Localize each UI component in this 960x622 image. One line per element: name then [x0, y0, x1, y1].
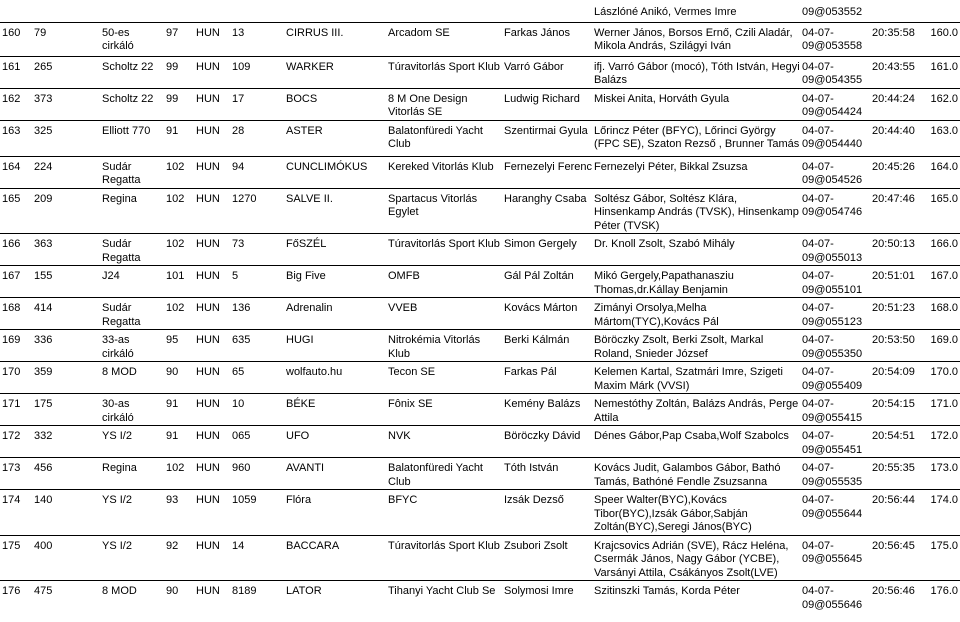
sail-number-cell: 10	[230, 394, 284, 426]
place-cell: 172	[0, 426, 32, 458]
crew-cell: ifj. Varró Gábor (mocó), Tóth István, Hegyi Balázs	[592, 56, 800, 88]
points-cell: 167.0	[928, 266, 960, 298]
table-row	[0, 362, 960, 394]
registration-id: 09@054355	[802, 74, 863, 86]
finish-time-cell: 20:43:55	[870, 56, 928, 88]
table-row	[0, 56, 960, 88]
crew-cell: Böröczky Zsolt, Berki Zsolt, Markal Roland, Snieder József	[592, 330, 800, 362]
crew-cell: Werner János, Borsos Ernő, Czili Aladár, Mikola András, Szilágyi Iván	[592, 22, 800, 56]
finish-time-cell: 20:54:15	[870, 394, 928, 426]
points-cell: 171.0	[928, 394, 960, 426]
table-row	[0, 458, 960, 490]
place-cell: 163	[0, 120, 32, 156]
boat-name-cell: Adrenalin	[284, 298, 386, 330]
skipper-cell: Kemény Balázs	[502, 394, 592, 426]
skipper-cell: Farkas Pál	[502, 362, 592, 394]
finish-time-cell: 20:50:13	[870, 234, 928, 266]
points-cell: 174.0	[928, 490, 960, 536]
entry-number-cell: 363	[32, 234, 100, 266]
registration-id: 09@054526	[802, 174, 863, 186]
crew-cell: Krajcsovics Adrián (SVE), Rácz Heléna, Csermák János, Nagy Gábor (YCBE), Varsányi Attila, Csákányos Zsolt(LVE)	[592, 535, 800, 581]
yardstick-cell: 101	[164, 266, 194, 298]
boat-name-cell: BACCARA	[284, 535, 386, 581]
yardstick-cell: 91	[164, 120, 194, 156]
registration-cell	[800, 266, 870, 298]
finish-time-cell: 20:44:24	[870, 88, 928, 120]
club-cell: OMFB	[386, 266, 502, 298]
yardstick-cell: 97	[164, 22, 194, 56]
crew-cell: Kovács Judit, Galambos Gábor, Bathó Tamás, Bathóné Fendle Zsuzsanna	[592, 458, 800, 490]
registration-date: 04-07-	[802, 238, 834, 250]
class-cell: Sudár Regatta	[100, 298, 164, 330]
crew-cell: Dr. Knoll Zsolt, Szabó Mihály	[592, 234, 800, 266]
entry-number-cell: 325	[32, 120, 100, 156]
table-row	[0, 22, 960, 56]
table-row	[0, 581, 960, 621]
registration-id: 09@055415	[802, 411, 863, 424]
registration-date: 04-07-	[802, 366, 834, 378]
boat-name-cell: FőSZÉL	[284, 234, 386, 266]
nation-cell: HUN	[194, 458, 230, 490]
boat-name-cell: LATOR	[284, 581, 386, 621]
boat-name-cell: AVANTI	[284, 458, 386, 490]
registration-cell	[800, 458, 870, 490]
yardstick-cell: 102	[164, 234, 194, 266]
skipper-cell: Varró Gábor	[502, 56, 592, 88]
registration-cell	[800, 394, 870, 426]
entry-number-cell: 359	[32, 362, 100, 394]
sail-number-cell: 5	[230, 266, 284, 298]
sail-number-cell: 94	[230, 156, 284, 188]
yardstick-cell: 102	[164, 188, 194, 234]
registration-cell	[800, 88, 870, 120]
yardstick-cell: 102	[164, 156, 194, 188]
registration-date: 04-07-	[802, 462, 834, 474]
nation-cell: HUN	[194, 426, 230, 458]
club-cell: Spartacus Vitorlás Egylet	[386, 188, 502, 234]
registration-id: 09@054440	[802, 138, 863, 150]
registration-cell	[800, 490, 870, 536]
entry-number-cell: 140	[32, 490, 100, 536]
points-cell: 168.0	[928, 298, 960, 330]
class-cell: 50-es cirkáló	[100, 22, 164, 56]
crew-cell: Soltész Gábor, Soltész Klára, Hinsenkamp András (TVSK), Hinsenkamp Péter (TVSK)	[592, 188, 800, 234]
points-cell: 172.0	[928, 426, 960, 458]
points-cell: 160.0	[928, 22, 960, 56]
points-cell: 173.0	[928, 458, 960, 490]
class-cell: J24	[100, 266, 164, 298]
entry-number-cell: 265	[32, 56, 100, 88]
boat-name-cell: CUNCLIMÓKUS	[284, 156, 386, 188]
skipper-cell: Berki Kálmán	[502, 330, 592, 362]
entry-number-cell: 456	[32, 458, 100, 490]
boat-name-cell: WARKER	[284, 56, 386, 88]
boat-name-cell: wolfauto.hu	[284, 362, 386, 394]
skipper-cell: Ludwig Richard	[502, 88, 592, 120]
table-row	[0, 156, 960, 188]
skipper-cell: Gál Pál Zoltán	[502, 266, 592, 298]
class-cell: Sudár Regatta	[100, 156, 164, 188]
registration-cell	[800, 298, 870, 330]
entry-number-cell: 414	[32, 298, 100, 330]
place-cell: 176	[0, 581, 32, 621]
yardstick-cell: 99	[164, 56, 194, 88]
skipper-cell: Simon Gergely	[502, 234, 592, 266]
crew-cell: Szitinszki Tamás, Korda Péter	[592, 581, 800, 621]
boat-name-cell: CIRRUS III.	[284, 22, 386, 56]
finish-time-cell: 20:56:46	[870, 581, 928, 621]
entry-number-cell: 224	[32, 156, 100, 188]
club-cell: Túravitorlás Sport Klub	[386, 234, 502, 266]
nation-cell: HUN	[194, 234, 230, 266]
points-cell: 175.0	[928, 535, 960, 581]
points-cell: 161.0	[928, 56, 960, 88]
registration-date: 04-07-	[802, 192, 834, 205]
nation-cell: HUN	[194, 490, 230, 536]
registration-date: 04-07-	[802, 334, 834, 346]
registration-cell	[800, 56, 870, 88]
place-cell: 166	[0, 234, 32, 266]
registration-id: 09@055451	[802, 443, 863, 456]
table-row	[0, 120, 960, 156]
sail-number-cell: 635	[230, 330, 284, 362]
finish-time-cell: 20:53:50	[870, 330, 928, 362]
sail-number-cell: 1270	[230, 188, 284, 234]
registration-id: 09@055409	[802, 379, 863, 392]
class-cell: YS I/2	[100, 490, 164, 536]
yardstick-cell: 102	[164, 458, 194, 490]
class-cell: Scholtz 22	[100, 88, 164, 120]
sail-number-cell: 065	[230, 426, 284, 458]
registration-date: 04-07-	[802, 26, 834, 39]
registration-cell	[800, 581, 870, 621]
class-cell: YS I/2	[100, 535, 164, 581]
club-cell: Nitrokémia Vitorlás Klub	[386, 330, 502, 362]
finish-time-cell: 20:47:46	[870, 188, 928, 234]
crew-cell: Mikó Gergely,Papathanasziu Thomas,dr.Kállay Benjamin	[592, 266, 800, 298]
nation-cell: HUN	[194, 88, 230, 120]
points-cell: 162.0	[928, 88, 960, 120]
skipper-cell: Fernezelyi Ferenc	[502, 156, 592, 188]
class-cell: Regina	[100, 458, 164, 490]
class-cell: 30-as cirkáló	[100, 394, 164, 426]
registration-id: 09@055350	[802, 347, 863, 360]
boat-name-cell: Big Five	[284, 266, 386, 298]
sail-number-cell: 1059	[230, 490, 284, 536]
skipper-cell: Kovács Márton	[502, 298, 592, 330]
boat-name-cell: UFO	[284, 426, 386, 458]
entry-number-cell: 155	[32, 266, 100, 298]
registration-cell	[800, 234, 870, 266]
registration-date: 04-07-	[802, 494, 834, 506]
nation-cell: HUN	[194, 581, 230, 621]
place-cell: 169	[0, 330, 32, 362]
finish-time-cell: 20:56:45	[870, 535, 928, 581]
place-cell: 160	[0, 22, 32, 56]
place-cell: 174	[0, 490, 32, 536]
sail-number-cell: 13	[230, 22, 284, 56]
entry-number-cell: 336	[32, 330, 100, 362]
entry-number-cell: 79	[32, 22, 100, 56]
sail-number-cell: 65	[230, 362, 284, 394]
points-cell: 165.0	[928, 188, 960, 234]
skipper-cell: Tóth István	[502, 458, 592, 490]
crew-cell: Lőrincz Péter (BFYC), Lőrinci György (FPC SE), Szaton Rezső , Brunner Tamás	[592, 120, 800, 156]
nation-cell: HUN	[194, 298, 230, 330]
crew-cell: Zimányi Orsolya,Melha Mártom(TYC),Kovács Pál	[592, 298, 800, 330]
club-cell: Kereked Vitorlás Klub	[386, 156, 502, 188]
table-row	[0, 234, 960, 266]
crew-cell: Miskei Anita, Horváth Gyula	[592, 88, 800, 120]
table-row	[0, 298, 960, 330]
yardstick-cell: 102	[164, 298, 194, 330]
sail-number-cell: 109	[230, 56, 284, 88]
club-cell: Fônix SE	[386, 394, 502, 426]
points-cell: 169.0	[928, 330, 960, 362]
skipper-cell: Zsubori Zsolt	[502, 535, 592, 581]
skipper-cell: Izsák Dezső	[502, 490, 592, 536]
nation-cell: HUN	[194, 535, 230, 581]
place-cell: 167	[0, 266, 32, 298]
registration-date: 04-07-	[802, 539, 834, 552]
registration-id: 09@055013	[802, 251, 863, 264]
registration-cell: 09@053552	[802, 6, 863, 18]
place-cell: 164	[0, 156, 32, 188]
registration-id: 09@055535	[802, 475, 863, 488]
club-cell: 8 M One Design Vitorlás SE	[386, 88, 502, 120]
crew-cell: Kelemen Kartal, Szatmári Imre, Szigeti Maxim Márk (VVSI)	[592, 362, 800, 394]
finish-time-cell: 20:54:09	[870, 362, 928, 394]
sail-number-cell: 136	[230, 298, 284, 330]
class-cell: 8 MOD	[100, 362, 164, 394]
registration-date: 04-07-	[802, 124, 834, 137]
registration-id: 09@055123	[802, 315, 863, 328]
entry-number-cell: 175	[32, 394, 100, 426]
club-cell: Arcadom SE	[386, 22, 502, 56]
entry-number-cell: 475	[32, 581, 100, 621]
registration-id: 09@055644	[802, 507, 863, 520]
class-cell: YS I/2	[100, 426, 164, 458]
registration-id: 09@055101	[802, 283, 863, 296]
registration-cell	[800, 535, 870, 581]
entry-number-cell: 373	[32, 88, 100, 120]
registration-date: 04-07-	[802, 160, 834, 173]
club-cell: Túravitorlás Sport Klub	[386, 56, 502, 88]
crew-cell: Speer Walter(BYC),Kovács Tibor(BYC),Izsák Gábor,Sabján Zoltán(BYC),Seregi János(BYC)	[592, 490, 800, 536]
registration-date: 04-07-	[802, 92, 834, 105]
entry-number-cell: 209	[32, 188, 100, 234]
yardstick-cell: 90	[164, 362, 194, 394]
boat-name-cell: SALVE II.	[284, 188, 386, 234]
crew-cell: Nemestóthy Zoltán, Balázs András, Perge Attila	[592, 394, 800, 426]
club-cell: Túravitorlás Sport Klub	[386, 535, 502, 581]
nation-cell: HUN	[194, 120, 230, 156]
yardstick-cell: 92	[164, 535, 194, 581]
place-cell: 168	[0, 298, 32, 330]
table-row	[0, 88, 960, 120]
sail-number-cell: 14	[230, 535, 284, 581]
registration-id: 09@054746	[802, 206, 863, 218]
table-row	[0, 188, 960, 234]
registration-date: 04-07-	[802, 302, 834, 314]
table-row	[0, 490, 960, 536]
skipper-cell: Szentirmai Gyula	[502, 120, 592, 156]
points-cell: 163.0	[928, 120, 960, 156]
registration-date: 04-07-	[802, 398, 834, 410]
place-cell: 171	[0, 394, 32, 426]
table-row	[0, 535, 960, 581]
registration-date: 04-07-	[802, 585, 834, 597]
sail-number-cell: 28	[230, 120, 284, 156]
nation-cell: HUN	[194, 188, 230, 234]
club-cell: Tihanyi Yacht Club Se	[386, 581, 502, 621]
points-cell: 166.0	[928, 234, 960, 266]
finish-time-cell: 20:51:23	[870, 298, 928, 330]
sail-number-cell: 17	[230, 88, 284, 120]
skipper-cell: Solymosi Imre	[502, 581, 592, 621]
registration-date: 04-07-	[802, 430, 834, 442]
points-cell: 164.0	[928, 156, 960, 188]
club-cell: NVK	[386, 426, 502, 458]
nation-cell: HUN	[194, 330, 230, 362]
table-row	[0, 266, 960, 298]
registration-id: 09@054424	[802, 106, 863, 118]
table-row-partial	[0, 0, 960, 22]
table-row	[0, 394, 960, 426]
registration-id: 09@053558	[802, 40, 863, 52]
entry-number-cell: 400	[32, 535, 100, 581]
boat-name-cell: ASTER	[284, 120, 386, 156]
points-cell: 170.0	[928, 362, 960, 394]
yardstick-cell: 91	[164, 394, 194, 426]
finish-time-cell: 20:45:26	[870, 156, 928, 188]
finish-time-cell: 20:35:58	[870, 22, 928, 56]
points-cell: 176.0	[928, 581, 960, 621]
boat-name-cell: HUGI	[284, 330, 386, 362]
nation-cell: HUN	[194, 156, 230, 188]
club-cell: Tecon SE	[386, 362, 502, 394]
skipper-cell: Haranghy Csaba	[502, 188, 592, 234]
sail-number-cell: 960	[230, 458, 284, 490]
skipper-cell: Böröczky Dávid	[502, 426, 592, 458]
place-cell: 162	[0, 88, 32, 120]
yardstick-cell: 91	[164, 426, 194, 458]
nation-cell: HUN	[194, 266, 230, 298]
registration-id: 09@055645	[802, 553, 863, 565]
yardstick-cell: 95	[164, 330, 194, 362]
nation-cell: HUN	[194, 362, 230, 394]
sail-number-cell: 8189	[230, 581, 284, 621]
boat-name-cell: BOCS	[284, 88, 386, 120]
nation-cell: HUN	[194, 56, 230, 88]
club-cell: VVEB	[386, 298, 502, 330]
place-cell: 170	[0, 362, 32, 394]
class-cell: Sudár Regatta	[100, 234, 164, 266]
place-cell: 175	[0, 535, 32, 581]
club-cell: Balatonfüredi Yacht Club	[386, 458, 502, 490]
yardstick-cell: 99	[164, 88, 194, 120]
boat-name-cell: BÉKE	[284, 394, 386, 426]
registration-cell	[800, 22, 870, 56]
registration-date: 04-07-	[802, 60, 834, 73]
registration-id: 09@055646	[802, 598, 863, 611]
class-cell: 8 MOD	[100, 581, 164, 621]
crew-cell: Fernezelyi Péter, Bikkal Zsuzsa	[592, 156, 800, 188]
nation-cell: HUN	[194, 394, 230, 426]
crew-cell: Dénes Gábor,Pap Csaba,Wolf Szabolcs	[592, 426, 800, 458]
nation-cell: HUN	[194, 22, 230, 56]
skipper-cell: Farkas János	[502, 22, 592, 56]
finish-time-cell: 20:56:44	[870, 490, 928, 536]
club-cell: BFYC	[386, 490, 502, 536]
place-cell: 173	[0, 458, 32, 490]
entry-number-cell: 332	[32, 426, 100, 458]
finish-time-cell: 20:55:35	[870, 458, 928, 490]
registration-cell	[800, 188, 870, 234]
registration-cell	[800, 426, 870, 458]
finish-time-cell: 20:51:01	[870, 266, 928, 298]
boat-name-cell: Flóra	[284, 490, 386, 536]
sail-number-cell: 73	[230, 234, 284, 266]
yardstick-cell: 90	[164, 581, 194, 621]
registration-cell	[800, 362, 870, 394]
club-cell: Balatonfüredi Yacht Club	[386, 120, 502, 156]
finish-time-cell: 20:54:51	[870, 426, 928, 458]
place-cell: 161	[0, 56, 32, 88]
registration-cell	[800, 120, 870, 156]
yardstick-cell: 93	[164, 490, 194, 536]
registration-date: 04-07-	[802, 270, 834, 282]
class-cell: 33-as cirkáló	[100, 330, 164, 362]
registration-cell	[800, 330, 870, 362]
crew-cell: Lászlóné Anikó, Vermes Imre	[594, 6, 737, 18]
table-row	[0, 330, 960, 362]
class-cell: Scholtz 22	[100, 56, 164, 88]
registration-cell	[800, 156, 870, 188]
place-cell: 165	[0, 188, 32, 234]
table-row	[0, 426, 960, 458]
finish-time-cell: 20:44:40	[870, 120, 928, 156]
class-cell: Elliott 770	[100, 120, 164, 156]
class-cell: Regina	[100, 188, 164, 234]
